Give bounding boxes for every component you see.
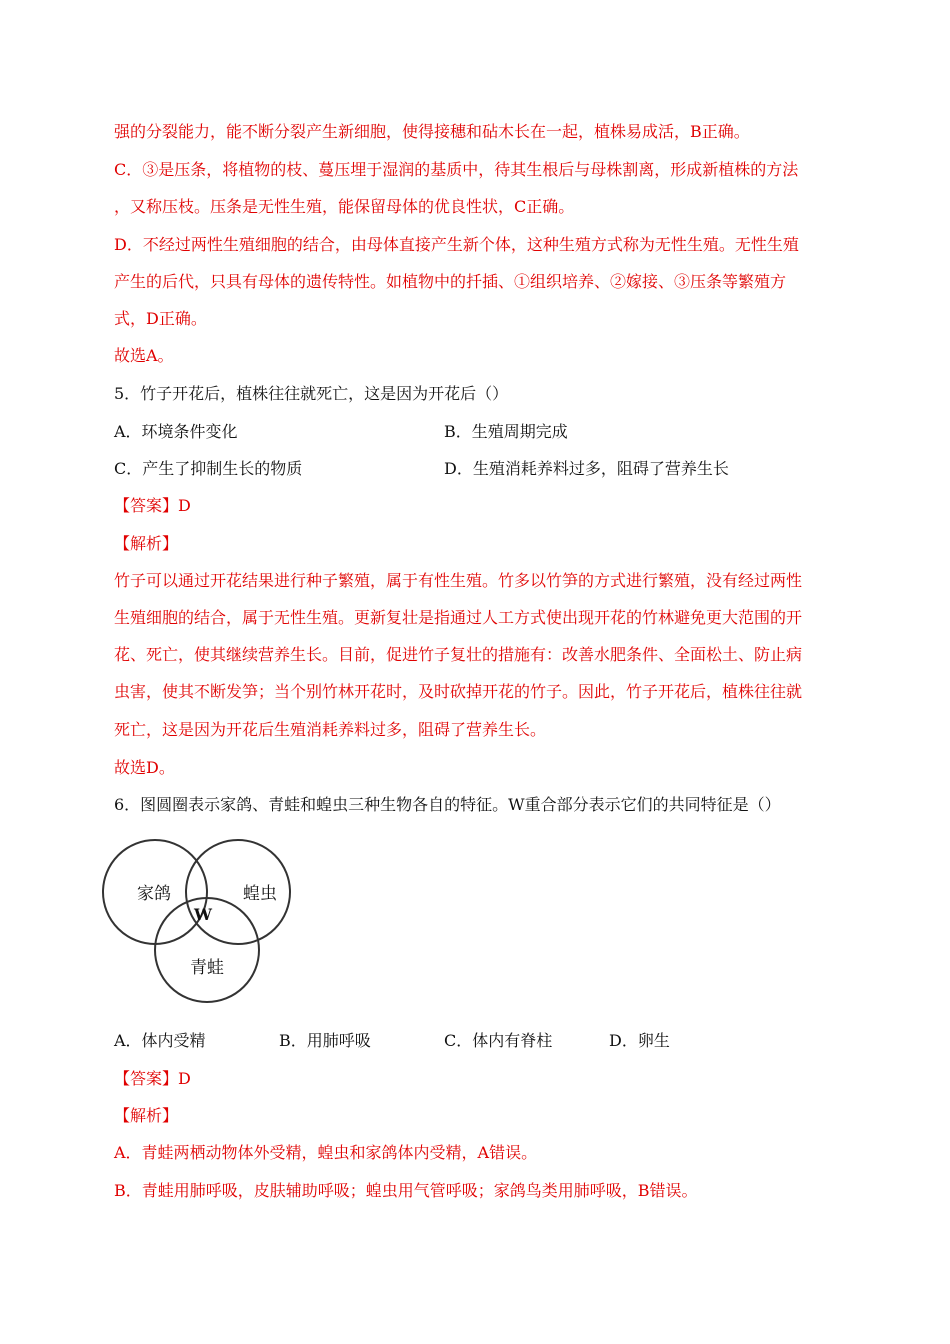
- q5-option-d: D．生殖消耗养料过多，阻碍了营养生长: [444, 459, 729, 478]
- q5-analysis-line-2: 生殖细胞的结合，属于无性生殖。更新复壮是指通过人工方式使出现开花的竹林避免更大范围的开: [114, 608, 803, 627]
- explanation-line-6: 式，D正确。: [114, 309, 207, 328]
- q6-question: 6．图圆圈表示家鸽、青蛙和蝗虫三种生物各自的特征。W重合部分表示它们的共同特征是（）: [114, 795, 781, 814]
- q5-conclusion: 故选D。: [114, 758, 175, 777]
- q6-analysis-line-2: B．青蛙用肺呼吸，皮肤辅助呼吸；蝗虫用气管呼吸；家鸽鸟类用肺呼吸，B错误。: [114, 1181, 698, 1200]
- q5-option-a: A．环境条件变化: [114, 422, 238, 441]
- q4-conclusion: 故选A。: [114, 346, 174, 365]
- q6-analysis-label: 【解析】: [114, 1106, 179, 1125]
- q6-option-d: D．卵生: [609, 1031, 670, 1050]
- q6-analysis-line-1: A．青蛙两栖动物体外受精，蝗虫和家鸽体内受精，A错误。: [114, 1143, 538, 1162]
- explanation-line-4: D．不经过两性生殖细胞的结合，由母体直接产生新个体，这种生殖方式称为无性生殖。无性生殖: [114, 235, 799, 254]
- pigeon-label: 家鸽: [137, 884, 171, 904]
- q5-answer: 【答案】D: [114, 496, 191, 515]
- explanation-line-2: C．③是压条，将植物的枝、蔓压埋于湿润的基质中，待其生根后与母株割离，形成新植株的方法: [114, 160, 799, 179]
- q5-option-b: B．生殖周期完成: [444, 422, 568, 441]
- q5-analysis-label: 【解析】: [114, 534, 179, 553]
- venn-diagram: [100, 838, 300, 1008]
- q6-option-c: C．体内有脊柱: [444, 1031, 553, 1050]
- q5-analysis-line-3: 花、死亡，使其继续营养生长。目前，促进竹子复壮的措施有：改善水肥条件、全面松土、防止病: [114, 645, 803, 664]
- locust-label: 蝗虫: [243, 884, 277, 904]
- explanation-line-1: 强的分裂能力，能不断分裂产生新细胞，使得接穗和砧木长在一起，植株易成活，B正确。: [114, 122, 750, 141]
- q6-option-a: A．体内受精: [114, 1031, 206, 1050]
- q5-analysis-line-1: 竹子可以通过开花结果进行种子繁殖，属于有性生殖。竹多以竹笋的方式进行繁殖，没有经过两性: [114, 571, 803, 590]
- q5-analysis-line-4: 虫害，使其不断发笋；当个别竹林开花时，及时砍掉开花的竹子。因此，竹子开花后，植株往往就: [114, 682, 803, 701]
- q6-option-b: B．用肺呼吸: [279, 1031, 371, 1050]
- q5-question: 5．竹子开花后，植株往往就死亡，这是因为开花后（）: [114, 384, 509, 403]
- frog-label: 青蛙: [190, 958, 224, 978]
- q5-analysis-line-5: 死亡，这是因为开花后生殖消耗养料过多，阻碍了营养生长。: [114, 720, 547, 739]
- q6-answer: 【答案】D: [114, 1069, 191, 1088]
- w-label: W: [194, 905, 212, 924]
- explanation-line-3: ，又称压枝。压条是无性生殖，能保留母体的优良性状，C正确。: [114, 197, 575, 216]
- q5-option-c: C．产生了抑制生长的物质: [114, 459, 303, 478]
- explanation-line-5: 产生的后代，只具有母体的遗传特性。如植物中的扦插、①组织培养、②嫁接、③压条等繁殖方: [114, 272, 787, 291]
